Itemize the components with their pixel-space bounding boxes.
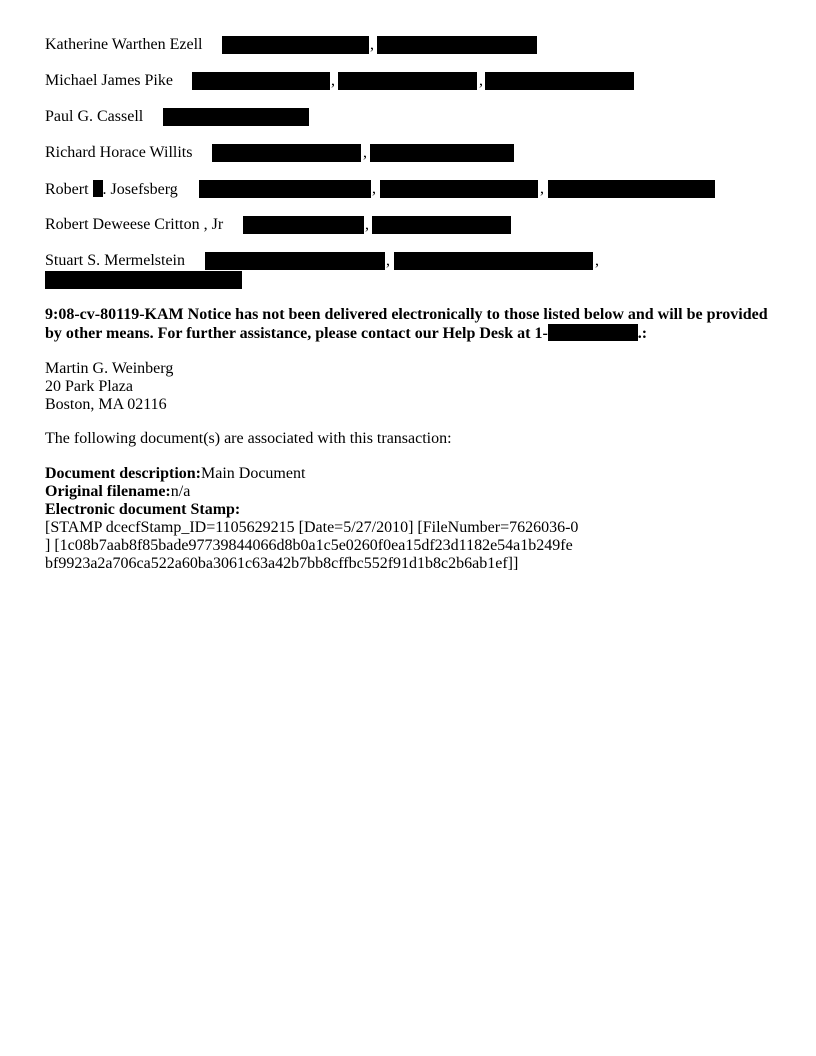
recipient-row: Katherine Warthen Ezell , [45,36,785,72]
recipient-name: Michael James Pike [45,72,173,89]
redacted-email [370,144,514,162]
not-delivered-notice: 9:08-cv-80119-KAM Notice has not been delivered electronically to those listed below and will be provided by other means. For further assistance, please contact our Help Desk at 1- .: [45,306,768,342]
recipient-row [45,108,785,144]
original-filename: Original filename:n/a [45,483,191,500]
associated-docs-text: The following document(s) are associated with this transaction: [45,430,452,447]
redacted-email [222,36,369,54]
redacted-email [45,271,242,289]
redacted-email [163,108,309,126]
recipient-row: Robert Deweese Critton , Jr , [45,216,785,252]
redacted-email [377,36,537,54]
redacted-email [485,72,634,90]
stamp-line: ] [1c08b7aab8f85bade97739844066d8b0a1c5e0260f0ea15df23d1182e54a1b249fe [45,537,573,554]
recipient-name-first: Robert [45,181,89,198]
recipient-name-last: . Josefsberg [102,181,178,198]
redacted-email [394,252,593,270]
recipient-row: Stuart S. Mermelstein , , [45,252,785,288]
redacted-email [548,180,715,198]
recipient-row: Richard Horace Willits , [45,144,785,180]
stamp-line: bf9923a2a706ca522a60ba3061c63a42b7bb8cffbc552f91d1b8c2b6ab1ef]] [45,555,519,572]
address-city: Boston, MA 02116 [45,396,167,413]
stamp-line: [STAMP dcecfStamp_ID=1105629215 [Date=5/27/2010] [FileNumber=7626036-0 [45,519,579,536]
recipient-name: Robert Deweese Critton , Jr [45,216,224,233]
redacted-email [192,72,330,90]
redacted-email [205,252,385,270]
redacted-email [338,72,477,90]
redacted-email [199,180,371,198]
mailing-address [45,360,173,414]
notice-document [45,36,785,572]
stamp-label: Electronic document Stamp: [45,501,241,518]
redacted-phone [548,324,638,341]
document-description: Document description:Main Document [45,465,306,482]
redacted-email [372,216,511,234]
recipient-name: Paul G. Cassell [45,108,144,125]
recipient-row: Robert . Josefsberg , , [45,180,785,216]
redacted-email [380,180,538,198]
recipient-name: Richard Horace Willits [45,144,193,161]
address-name: Martin G. Weinberg [45,360,174,377]
address-street: 20 Park Plaza [45,378,133,395]
redacted-initial [93,180,103,197]
recipient-row: Michael James Pike , , [45,72,785,108]
recipient-name: Katherine Warthen Ezell [45,36,203,53]
document-info [45,465,578,573]
recipient-name: Stuart S. Mermelstein [45,252,185,269]
redacted-email [243,216,364,234]
redacted-email [212,144,361,162]
